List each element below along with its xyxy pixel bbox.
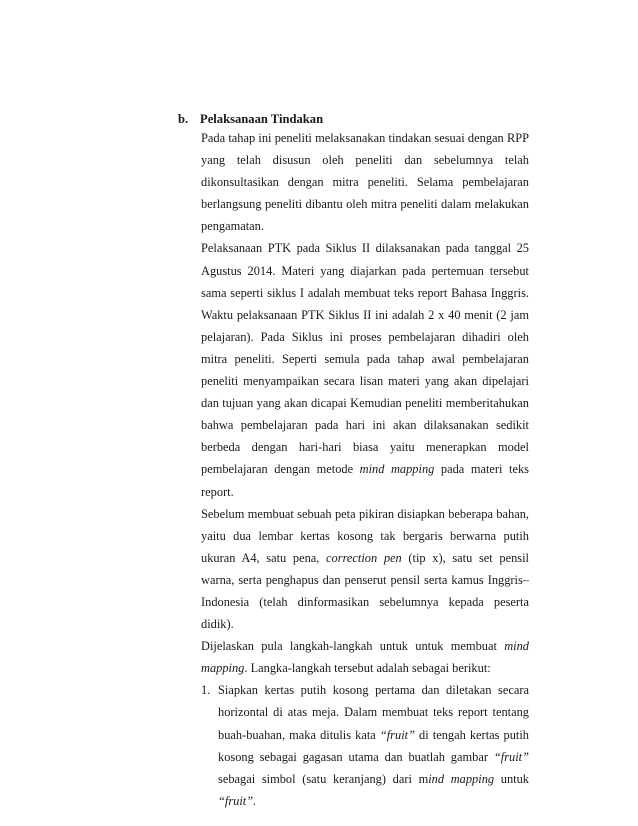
paragraph bbox=[201, 237, 529, 502]
list-number: 1. bbox=[201, 683, 211, 698]
italic-term: ind mapping bbox=[428, 771, 495, 786]
paragraph-text: Pada tahap ini peneliti melaksanakan tindakan sesuai dengan RPP yang telah disusun oleh peneliti dan sebelumnya telah dikonsultasikan dengan mitra peneliti. Selama pembelajaran berlangsung peneliti dibantu oleh mitra peneliti dalam melakukan pengamatan. bbox=[201, 131, 529, 234]
numbered-list-item bbox=[201, 679, 529, 812]
list-item-text: sebagai simbol (satu keranjang) dari m bbox=[218, 771, 429, 786]
paragraph bbox=[201, 635, 529, 679]
section-body bbox=[201, 127, 529, 812]
list-item-text: Siapkan kertas putih kosong pertama dan diletakan secara horizontal di atas meja. Dalam membuat teks report tentang buah-buahan, maka ditulis kata bbox=[218, 683, 529, 742]
italic-term: “fruit”. bbox=[218, 793, 257, 808]
paragraph-text: Dijelaskan pula langkah-langkah untuk untuk membuat bbox=[201, 639, 505, 654]
list-item-text: di tengah kertas putih kosong sebagai gagasan utama dan buatlah gambar bbox=[218, 727, 529, 764]
section-heading bbox=[178, 111, 323, 127]
paragraph bbox=[201, 503, 529, 636]
italic-term: mind mapping bbox=[359, 462, 435, 477]
paragraph-text: (tip x), satu set pensil warna, serta penghapus dan penserut pensil serta kamus Inggris–Indonesia (telah dinformasikan sebelumnya kepada peserta didik). bbox=[201, 550, 529, 632]
paragraph-text: Pelaksanaan PTK pada Siklus II dilaksanakan pada tanggal 25 Agustus 2014. Materi yang diajarkan pada pertemuan tersebut sama seperti siklus I adalah membuat teks report Bahasa Inggris. Waktu pelaksanaan PTK Siklus II ini adalah 2 x 40 menit (2 jam pelajaran). Pada Siklus ini proses pembelajaran dihadiri oleh mitra peneliti. Seperti semula pada tahap awal pembelajaran peneliti menyampaikan secara lisan materi yang akan dipelajari dan tujuan yang akan dicapai Kemudian peneliti memberitahukan bahwa pembelajaran pada hari ini akan dilaksanakan sedikit berbeda dengan hari-hari biasa yaitu menerapkan model pembelajaran dengan metode bbox=[201, 241, 529, 477]
paragraph bbox=[201, 127, 529, 237]
paragraph-text: . Langka-langkah tersebut adalah sebagai berikut: bbox=[244, 661, 491, 676]
italic-term: correction pen bbox=[326, 550, 402, 565]
italic-term: “fruit” bbox=[379, 727, 415, 742]
section-title: Pelaksanaan Tindakan bbox=[200, 112, 324, 126]
italic-term: mind mapping bbox=[201, 639, 529, 676]
paragraph-text: pada materi teks report. bbox=[201, 462, 529, 499]
section-letter: b. bbox=[178, 112, 189, 126]
italic-term: “fruit” bbox=[493, 749, 529, 764]
list-item-text: untuk bbox=[494, 771, 529, 786]
paragraph-text: Sebelum membuat sebuah peta pikiran disiapkan beberapa bahan, yaitu dua lembar kertas kosong tak bergaris berwarna putih ukuran A4, satu pena, bbox=[201, 506, 529, 565]
